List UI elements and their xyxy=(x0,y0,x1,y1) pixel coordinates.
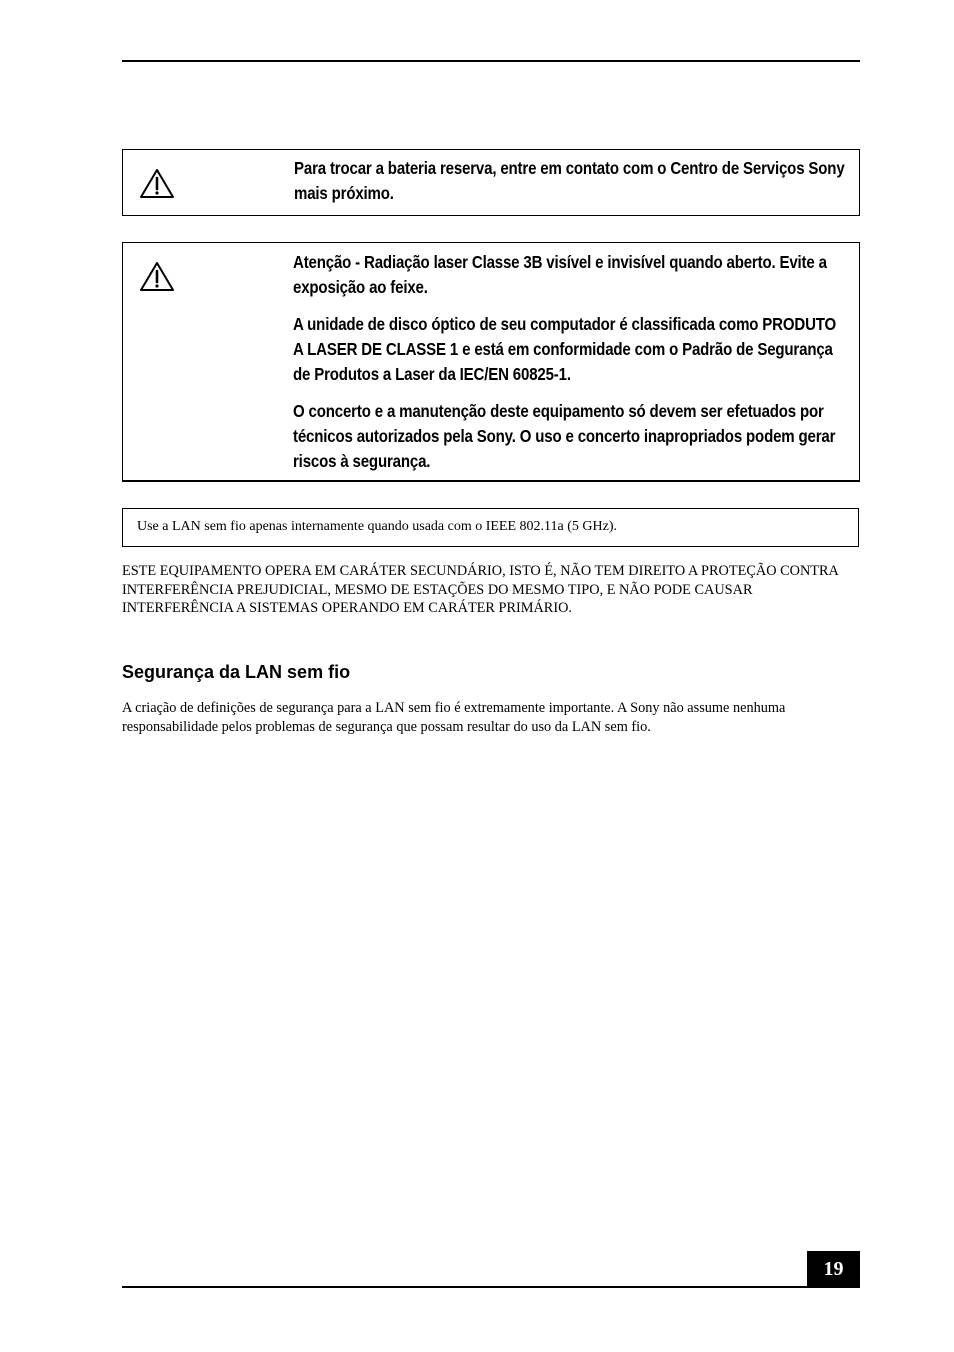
laser-warning-box xyxy=(122,242,860,482)
section-heading: Segurança da LAN sem fio xyxy=(122,662,351,682)
battery-warning-box xyxy=(122,149,860,216)
battery-warning-text xyxy=(294,156,849,206)
lan-usage-note: Use a LAN sem fio apenas internamente quando usada com o IEEE 802.11a (5 GHz). xyxy=(122,508,859,547)
page-number: 19 xyxy=(807,1251,860,1287)
laser-warning-text xyxy=(293,250,849,474)
warning-triangle-icon xyxy=(139,167,175,199)
warning-paragraph: A unidade de disco óptico de seu computador é classificada como PRODUTO A LASER DE CLASSE 1 e está em conformidade com o Padrão de Segurança de Produtos a Laser da IEC/EN 60825-1. xyxy=(293,314,837,384)
header-rule xyxy=(122,60,860,62)
warning-triangle-icon xyxy=(139,260,175,292)
footer-rule xyxy=(122,1286,860,1288)
warning-paragraph: O concerto e a manutenção deste equipamento só devem ser efetuados por técnicos autorizados pela Sony. O uso e concerto inapropriados podem gerar riscos à segurança. xyxy=(293,401,836,471)
section-body: A criação de definições de segurança para a LAN sem fio é extremamente importante. A Sony não assume nenhuma responsabilidade pelos problemas de segurança que possam resultar do uso da LAN sem fio. xyxy=(122,700,786,735)
warning-paragraph: Atenção - Radiação laser Classe 3B visível e invisível quando aberto. Evite a exposição ao feixe. xyxy=(293,252,827,297)
warning-paragraph: Para trocar a bateria reserva, entre em contato com o Centro de Serviços Sony mais próximo. xyxy=(294,158,845,203)
regulatory-notice: ESTE EQUIPAMENTO OPERA EM CARÁTER SECUNDÁRIO, ISTO É, NÃO TEM DIREITO A PROTEÇÃO CONTRA INTERFERÊNCIA PREJUDICIAL, MESMO DE ESTAÇÕES DO MESMO TIPO, E NÃO PODE CAUSAR INTERFERÊNCIA A SISTEMAS OPERANDO EM CARÁTER PRIMÁRIO. xyxy=(122,563,839,616)
